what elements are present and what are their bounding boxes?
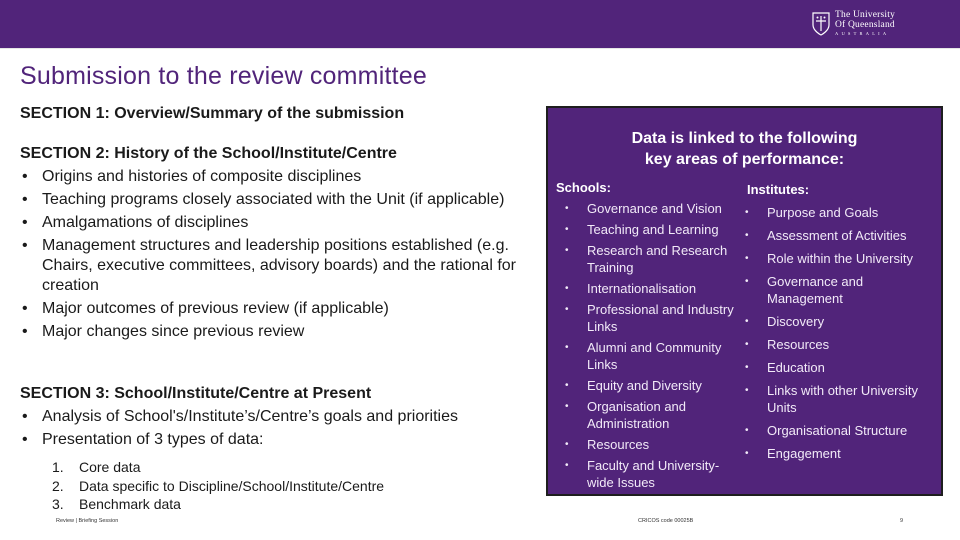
- list-item: • Equity and Diversity: [565, 378, 702, 393]
- bullet-icon: •: [565, 460, 569, 471]
- bullet-icon: •: [745, 362, 749, 373]
- bullet-icon: •: [745, 316, 749, 327]
- bullet-icon: •: [565, 342, 569, 353]
- section-1-heading: SECTION 1: Overview/Summary of the submission: [20, 105, 405, 122]
- list-item: • Management structures and leadership positions established (e.g. Chairs, executive committees, advisory boards) and the rational for creation: [22, 237, 516, 294]
- list-item: • Major outcomes of previous review (if applicable): [22, 300, 389, 317]
- numbered-item: 3. Benchmark data: [52, 496, 181, 512]
- performance-areas-panel: [546, 106, 943, 496]
- list-item: • Resources: [745, 337, 830, 352]
- institutes-list: [742, 204, 937, 468]
- section-2-list: [20, 167, 520, 342]
- numbered-item: 1. Core data: [52, 459, 141, 475]
- numbered-item: 2. Data specific to Discipline/School/Institute/Centre: [52, 477, 385, 494]
- list-item: • Education: [745, 360, 825, 375]
- bullet-icon: •: [565, 245, 569, 256]
- bullet-icon: •: [22, 237, 28, 254]
- list-item: • Organisation and Administration: [565, 399, 687, 431]
- section-3-list: [20, 407, 520, 450]
- list-item: • Amalgamations of disciplines: [22, 214, 249, 231]
- bullet-icon: •: [565, 401, 569, 412]
- list-item: • Links with other University Units: [745, 383, 918, 415]
- bullet-icon: •: [22, 300, 28, 317]
- section-1: [20, 104, 404, 124]
- bullet-icon: •: [565, 203, 569, 214]
- institutes-heading: Institutes:: [747, 182, 810, 197]
- header-divider: [0, 48, 960, 49]
- bullet-icon: •: [565, 304, 569, 315]
- header-bar: [0, 0, 960, 48]
- bullet-icon: •: [22, 408, 28, 425]
- list-item: • Teaching and Learning: [565, 222, 719, 237]
- bullet-icon: •: [565, 439, 569, 450]
- data-types-list: [20, 458, 520, 514]
- list-item: • Assessment of Activities: [745, 228, 907, 243]
- schools-heading: Schools:: [556, 180, 611, 195]
- list-item: • Faculty and University-wide Issues: [565, 458, 720, 490]
- bullet-icon: •: [745, 385, 749, 396]
- schools-list: [562, 200, 742, 495]
- list-item: • Internationalisation: [565, 281, 697, 296]
- list-item: • Teaching programs closely associated with the Unit (if applicable): [22, 191, 505, 208]
- university-logo[interactable]: [812, 10, 895, 40]
- section-3-heading: SECTION 3: School/Institute/Centre at Present: [20, 385, 372, 402]
- slide-title: Submission to the review committee: [20, 62, 427, 90]
- list-item: • Purpose and Goals: [745, 205, 879, 220]
- list-item: • Discovery: [745, 314, 825, 329]
- list-item: • Major changes since previous review: [22, 323, 305, 340]
- bullet-icon: •: [22, 168, 28, 185]
- section-3: [20, 384, 520, 514]
- section-2: [20, 144, 520, 342]
- logo-line-3: AUSTRALIA: [835, 31, 890, 36]
- logo-line-2: Of Queensland: [835, 20, 895, 30]
- bullet-icon: •: [22, 191, 28, 208]
- list-item: • Professional and Industry Links: [565, 302, 734, 334]
- bullet-icon: •: [565, 283, 569, 294]
- list-item: • Engagement: [745, 446, 841, 461]
- bullet-icon: •: [745, 253, 749, 264]
- crest-icon: [812, 12, 830, 36]
- page-number: 9: [900, 518, 904, 524]
- list-item: • Analysis of School's/Institute’s/Centre’s goals and priorities: [22, 408, 459, 425]
- list-item: • Origins and histories of composite disciplines: [22, 168, 362, 185]
- list-item: • Role within the University: [745, 251, 913, 266]
- bullet-icon: •: [22, 431, 28, 448]
- footer-label: Review | Briefing Session: [56, 518, 119, 524]
- bullet-icon: •: [745, 207, 749, 218]
- bullet-icon: •: [22, 323, 28, 340]
- bullet-icon: •: [22, 214, 28, 231]
- bullet-icon: •: [565, 224, 569, 235]
- logo-line-1: The University: [835, 10, 896, 20]
- bullet-icon: •: [745, 230, 749, 241]
- list-item: • Organisational Structure: [745, 423, 908, 438]
- bullet-icon: •: [745, 276, 749, 287]
- list-item: • Research and Research Training: [565, 243, 728, 275]
- list-item: • Presentation of 3 types of data:: [22, 431, 264, 448]
- list-item: • Alumni and Community Links: [565, 340, 722, 372]
- list-item: • Governance and Management: [745, 274, 864, 306]
- bullet-icon: •: [565, 380, 569, 391]
- list-item: • Governance and Vision: [565, 201, 722, 216]
- list-item: • Resources: [565, 437, 650, 452]
- bullet-icon: •: [745, 448, 749, 459]
- section-2-heading: SECTION 2: History of the School/Institute/Centre: [20, 145, 397, 162]
- bullet-icon: •: [745, 425, 749, 436]
- panel-title: Data is linked to the following key areas of performance:: [631, 130, 858, 168]
- bullet-icon: •: [745, 339, 749, 350]
- cricos-code: CRICOS code 00025B: [638, 518, 694, 524]
